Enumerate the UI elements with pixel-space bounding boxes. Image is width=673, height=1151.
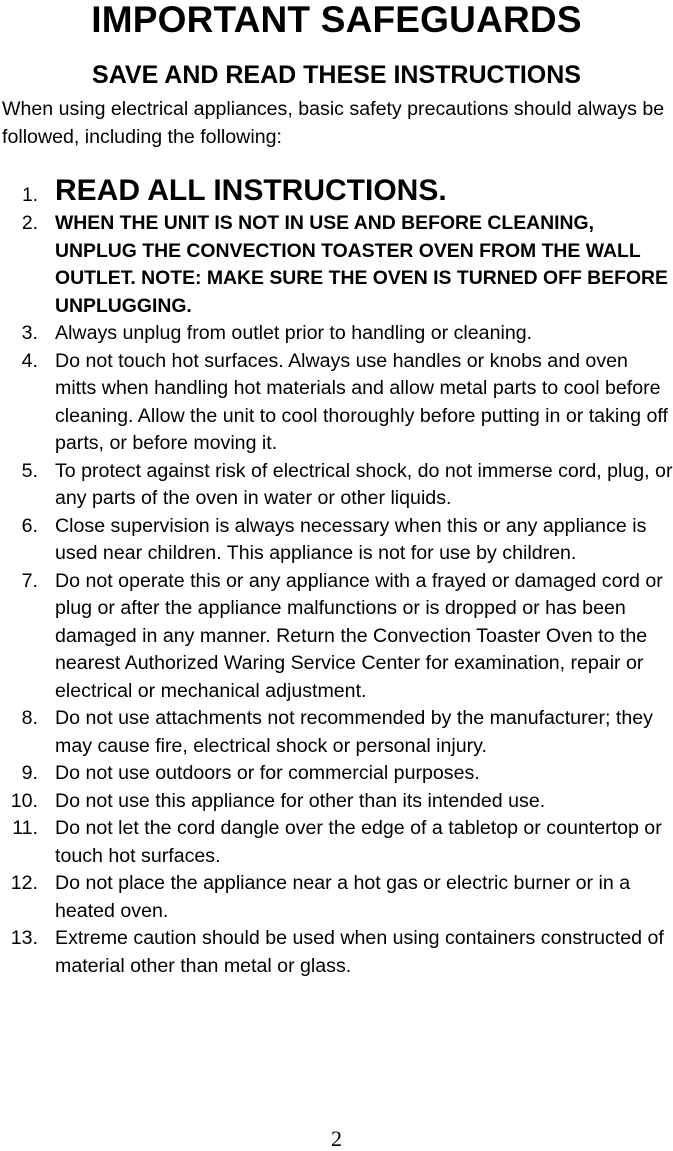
item-number: 7. <box>21 569 38 592</box>
list-item <box>0 320 673 348</box>
item-text: Do not touch hot surfaces. Always use handles or knobs and oven mitts when handling hot materials and allow metal parts to cool before cleaning. Allow the unit to cool thoroughly before putting in or taking off parts, or before moving it. <box>55 349 668 454</box>
list-item <box>0 513 673 568</box>
page-title: IMPORTANT SAFEGUARDS <box>91 0 582 40</box>
item-number: 10. <box>10 789 38 812</box>
item-number: 5. <box>21 459 38 482</box>
item-number: 4. <box>21 349 38 372</box>
item-number: 9. <box>21 762 38 784</box>
list-item <box>0 568 673 706</box>
safeguards-list <box>0 173 673 980</box>
list-item <box>0 210 673 320</box>
item-text: To protect against risk of electrical shock, do not immerse cord, plug, or any parts of the oven in water or other liquids. <box>55 459 673 509</box>
item-text: Do not let the cord dangle over the edge of a tabletop or countertop or touch hot surfaces. <box>55 817 662 867</box>
item-number: 12. <box>10 872 38 894</box>
item-text: Do not place the appliance near a hot gas or electric burner or in a heated oven. <box>55 872 631 922</box>
item-number: 11. <box>12 817 38 839</box>
item-number: 8. <box>21 707 38 729</box>
list-item <box>0 173 673 209</box>
list-item <box>0 925 673 980</box>
item-text: READ ALL INSTRUCTIONS. <box>55 174 447 207</box>
list-item <box>0 705 673 760</box>
item-text: Always unplug from outlet prior to handling or cleaning. <box>55 322 533 344</box>
item-number: 13. <box>10 927 38 949</box>
item-text: Do not use this appliance for other than its intended use. <box>55 789 546 812</box>
item-number: 1. <box>22 185 38 206</box>
item-text: Extreme caution should be used when using containers constructed of material other than metal or glass. <box>55 927 664 977</box>
item-text: Do not use outdoors or for commercial purposes. <box>55 762 480 784</box>
list-item <box>0 870 673 925</box>
item-number: 2. <box>21 212 38 234</box>
list-item <box>0 760 673 788</box>
list-item <box>0 458 673 513</box>
list-item <box>0 815 673 870</box>
intro-paragraph: When using electrical appliances, basic safety precautions should always be followed, including the following: <box>2 98 665 148</box>
page-number: 2 <box>331 1126 342 1151</box>
item-text: Do not use attachments not recommended by the manufacturer; they may cause fire, electrical shock or personal injury. <box>55 707 653 757</box>
page-subtitle: SAVE AND READ THESE INSTRUCTIONS <box>92 61 581 89</box>
item-text: Do not operate this or any appliance with a frayed or damaged cord or plug or after the appliance malfunctions or is dropped or has been damaged in any manner. Return the Convection Toaster Oven to the nearest Authorized Waring Service Center for examination, repair or electrical or mechanical adjustment. <box>55 569 663 702</box>
item-number: 3. <box>21 322 38 344</box>
list-item <box>0 788 673 816</box>
item-text: Close supervision is always necessary when this or any appliance is used near children. This appliance is not for use by children. <box>55 514 647 564</box>
item-text: WHEN THE UNIT IS NOT IN USE AND BEFORE CLEANING, UNPLUG THE CONVECTION TOASTER OVEN FROM THE WALL OUTLET. NOTE: MAKE SURE THE OVEN IS TURNED OFF BEFORE UNPLUGGING. <box>55 212 668 317</box>
item-number: 6. <box>21 514 38 537</box>
list-item <box>0 348 673 458</box>
